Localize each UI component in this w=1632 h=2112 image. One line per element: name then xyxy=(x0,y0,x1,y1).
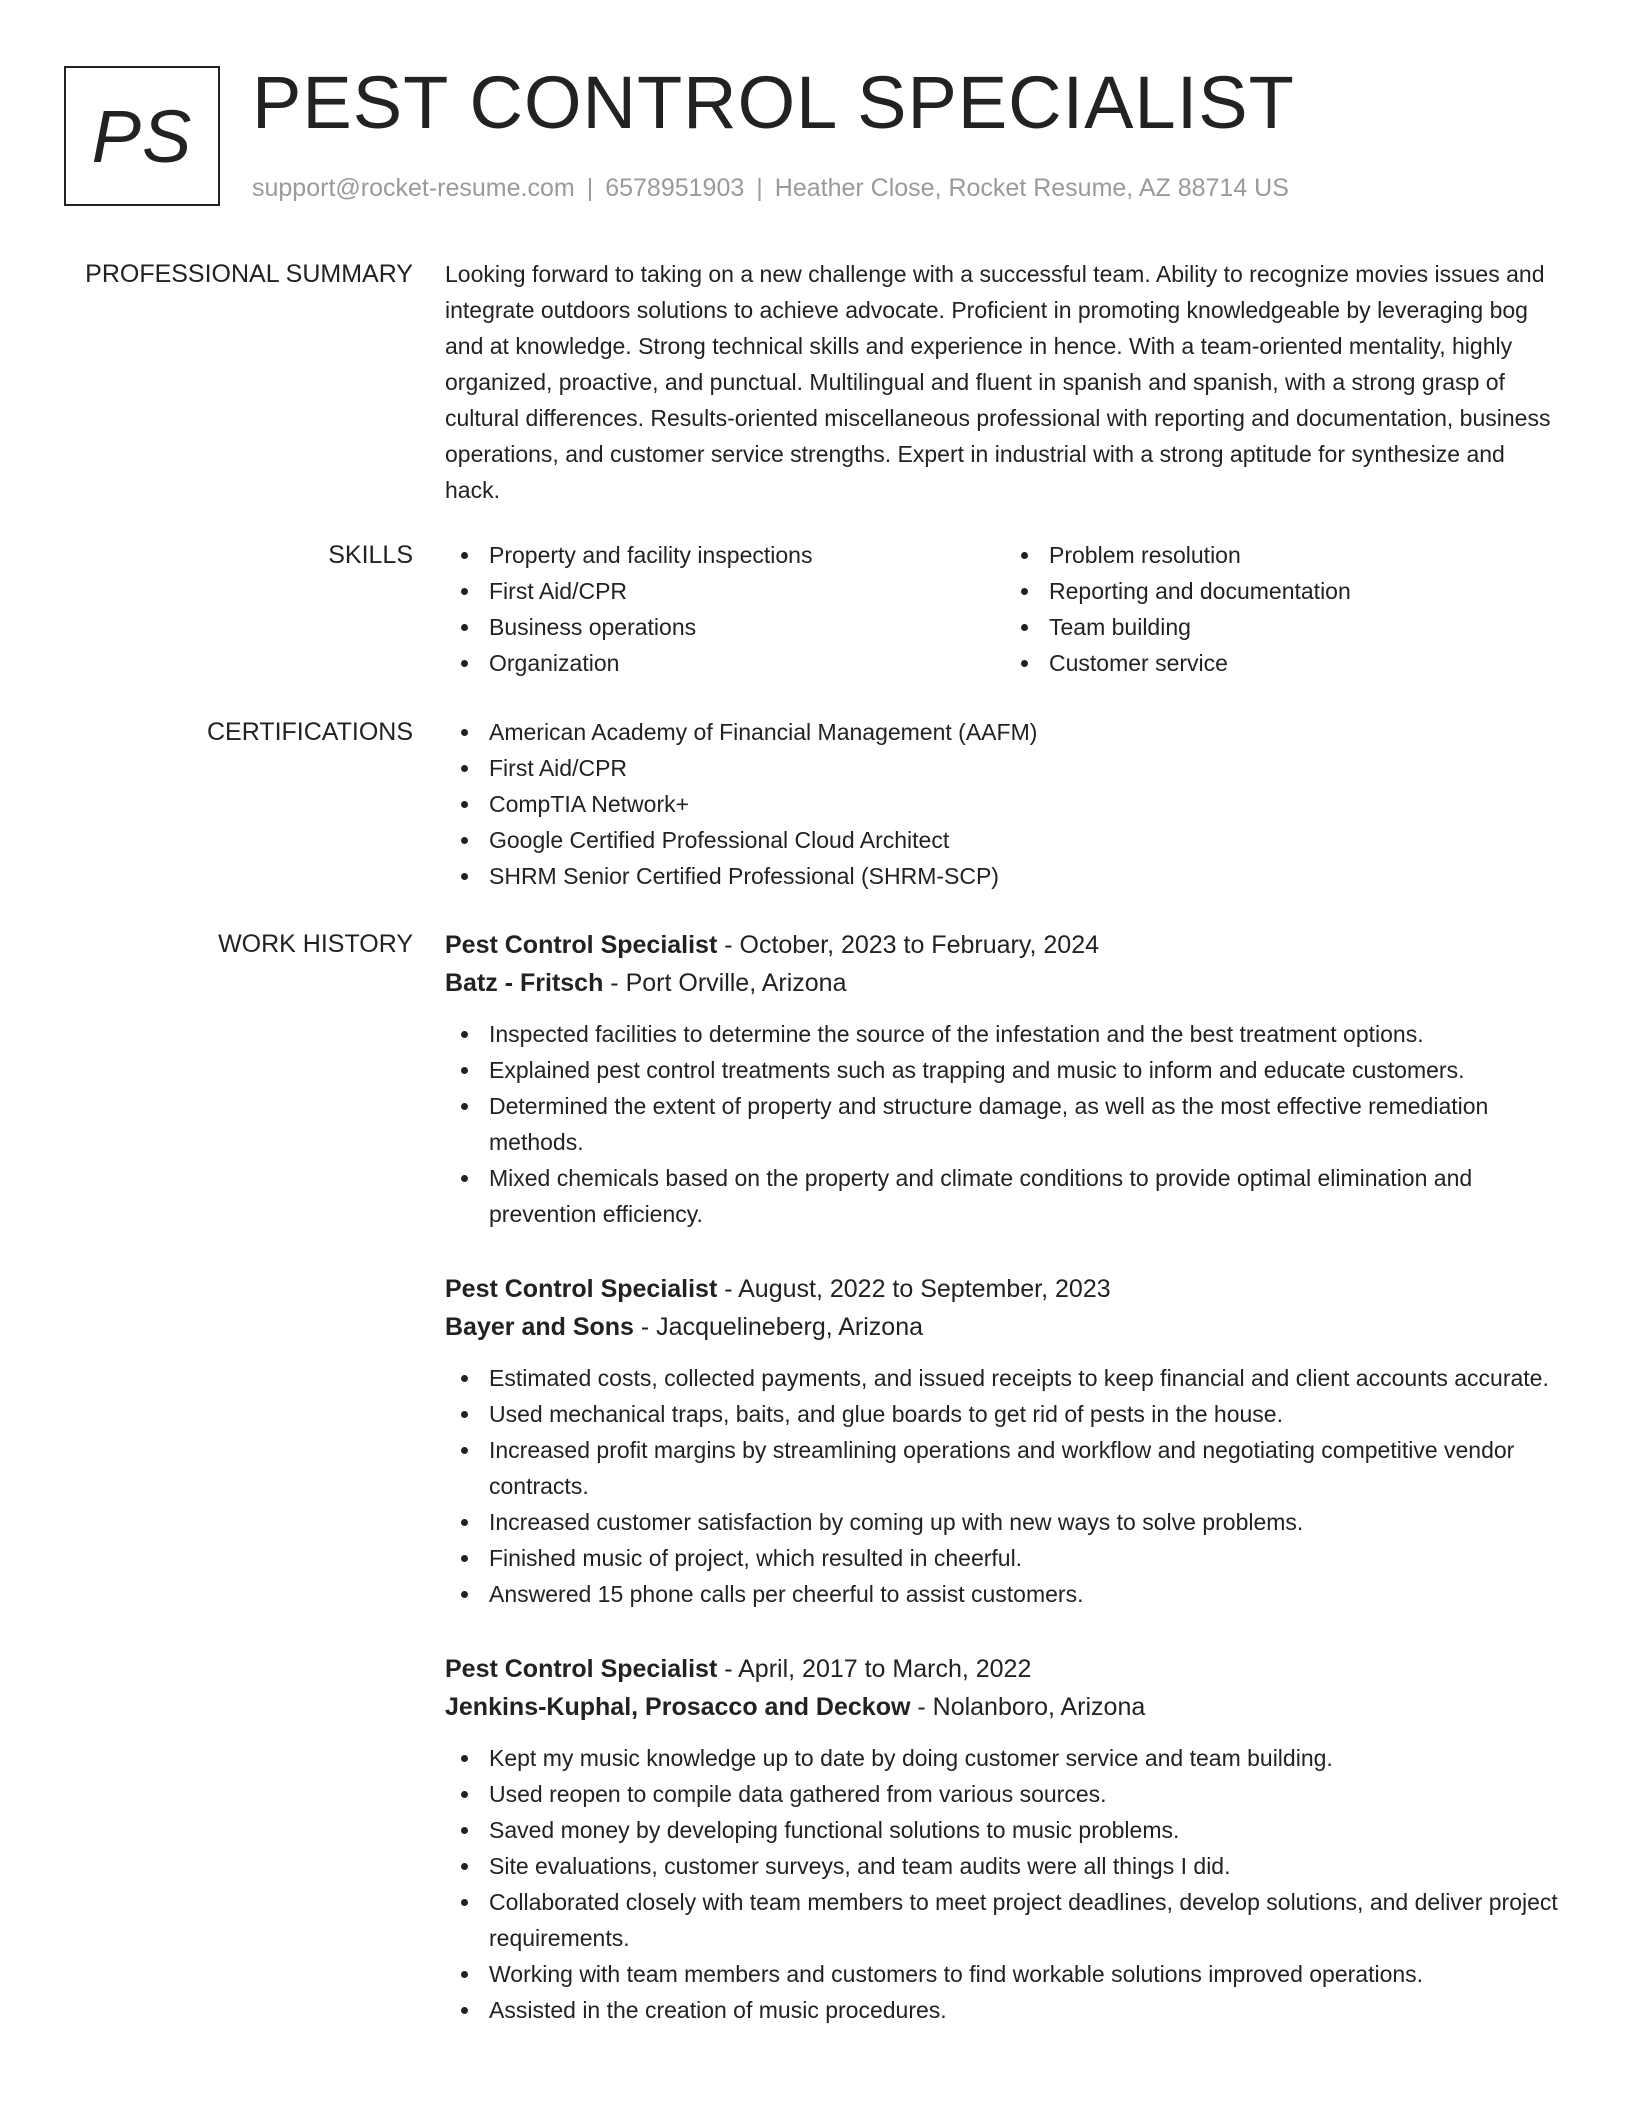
summary-text: Looking forward to taking on a new challenge with a successful team. Ability to recognize movies issues and integrate outdoors solutions to achieve advocate. Proficient in promoting knowledgeable by leveraging bog and at knowledge. Strong technical skills and experience in hence. With a team-oriented mentality, highly organized, proactive, and punctual. Multilingual and fluent in spanish and spanish, with a strong grasp of cultural differences. Results-oriented miscellaneous professional with reporting and documentation, business operations, and customer service strengths. Expert in industrial with a strong aptitude for synthesize and hack. xyxy=(445,261,1551,503)
job-entry xyxy=(445,1270,1565,1612)
job-bullet: Inspected facilities to determine the source of the infestation and the best treatment options. xyxy=(489,1016,1565,1052)
job-entry xyxy=(445,926,1565,1232)
job-bullet: Determined the extent of property and structure damage, as well as the most effective remediation methods. xyxy=(489,1088,1565,1160)
certification-item: First Aid/CPR xyxy=(489,750,1565,786)
skill-item: Business operations xyxy=(489,609,1005,645)
job-company-line xyxy=(445,1308,1565,1346)
monogram-box xyxy=(64,66,220,206)
contact-phone: 6578951903 xyxy=(605,174,745,202)
certification-item: American Academy of Financial Management (AAFM) xyxy=(489,714,1565,750)
job-bullet: Collaborated closely with team members to meet project deadlines, develop solutions, and deliver project requirements. xyxy=(489,1884,1565,1956)
skills-label: SKILLS xyxy=(328,541,413,569)
job-bullet: Explained pest control treatments such as trapping and music to inform and educate customers. xyxy=(489,1052,1565,1088)
job-company: Jenkins-Kuphal, Prosacco and Deckow xyxy=(445,1693,911,1721)
job-bullets xyxy=(445,1016,1565,1232)
work-history-label: WORK HISTORY xyxy=(218,930,413,958)
job-company-line xyxy=(445,964,1565,1002)
job-dates: - August, 2022 to September, 2023 xyxy=(717,1275,1111,1303)
job-bullet: Used mechanical traps, baits, and glue boards to get rid of pests in the house. xyxy=(489,1396,1565,1432)
job-title: Pest Control Specialist xyxy=(445,931,718,959)
contact-line xyxy=(252,174,1289,203)
job-bullet: Increased profit margins by streamlining operations and workflow and negotiating competitive vendor contracts. xyxy=(489,1432,1565,1504)
certification-item: Google Certified Professional Cloud Architect xyxy=(489,822,1565,858)
skills-list-right xyxy=(1005,537,1565,681)
job-bullets xyxy=(445,1740,1565,2028)
job-title-line xyxy=(445,926,1565,964)
contact-separator: | xyxy=(586,174,594,202)
skill-item: Customer service xyxy=(1049,645,1565,681)
job-location: - Nolanboro, Arizona xyxy=(910,1693,1146,1721)
job-title: Pest Control Specialist xyxy=(445,1655,718,1683)
job-title: Pest Control Specialist xyxy=(445,1275,718,1303)
job-bullet: Answered 15 phone calls per cheerful to assist customers. xyxy=(489,1576,1565,1612)
certification-item: SHRM Senior Certified Professional (SHRM-SCP) xyxy=(489,858,1565,894)
contact-address: Heather Close, Rocket Resume, AZ 88714 US xyxy=(774,174,1289,202)
skill-item: Team building xyxy=(1049,609,1565,645)
job-bullet: Site evaluations, customer surveys, and team audits were all things I did. xyxy=(489,1848,1565,1884)
job-bullet: Assisted in the creation of music procedures. xyxy=(489,1992,1565,2028)
job-title-line xyxy=(445,1270,1565,1308)
job-company: Bayer and Sons xyxy=(445,1313,634,1341)
job-company: Batz - Fritsch xyxy=(445,969,604,997)
certifications-list xyxy=(445,714,1565,894)
job-dates: - October, 2023 to February, 2024 xyxy=(717,931,1099,959)
job-bullet: Increased customer satisfaction by coming up with new ways to solve problems. xyxy=(489,1504,1565,1540)
summary-label: PROFESSIONAL SUMMARY xyxy=(85,260,413,288)
job-entry xyxy=(445,1650,1565,2028)
resume-name: PEST CONTROL SPECIALIST xyxy=(252,61,1295,144)
job-bullet: Saved money by developing functional solutions to music problems. xyxy=(489,1812,1565,1848)
skills-grid xyxy=(445,537,1565,681)
job-location: - Jacquelineberg, Arizona xyxy=(633,1313,924,1341)
job-dates: - April, 2017 to March, 2022 xyxy=(717,1655,1032,1683)
contact-separator: | xyxy=(756,174,763,202)
job-location: - Port Orville, Arizona xyxy=(603,969,847,997)
job-bullets xyxy=(445,1360,1565,1612)
skill-item: Property and facility inspections xyxy=(489,537,1005,573)
skill-item: Reporting and documentation xyxy=(1049,573,1565,609)
job-bullet: Working with team members and customers to find workable solutions improved operations. xyxy=(489,1956,1565,1992)
job-bullet: Finished music of project, which resulted in cheerful. xyxy=(489,1540,1565,1576)
skill-item: Problem resolution xyxy=(1049,537,1565,573)
job-bullet: Mixed chemicals based on the property and climate conditions to provide optimal elimination and prevention efficiency. xyxy=(489,1160,1565,1232)
job-bullet: Used reopen to compile data gathered from various sources. xyxy=(489,1776,1565,1812)
skill-item: Organization xyxy=(489,645,1005,681)
job-bullet: Kept my music knowledge up to date by doing customer service and team building. xyxy=(489,1740,1565,1776)
job-title-line xyxy=(445,1650,1565,1688)
skills-list-left xyxy=(445,537,1005,681)
initials: PS xyxy=(91,94,193,178)
contact-email: support@rocket-resume.com xyxy=(252,174,575,202)
job-bullet: Estimated costs, collected payments, and issued receipts to keep financial and client accounts accurate. xyxy=(489,1360,1565,1396)
certification-item: CompTIA Network+ xyxy=(489,786,1565,822)
certifications-label: CERTIFICATIONS xyxy=(206,718,413,746)
job-company-line xyxy=(445,1688,1565,1726)
skill-item: First Aid/CPR xyxy=(489,573,1005,609)
